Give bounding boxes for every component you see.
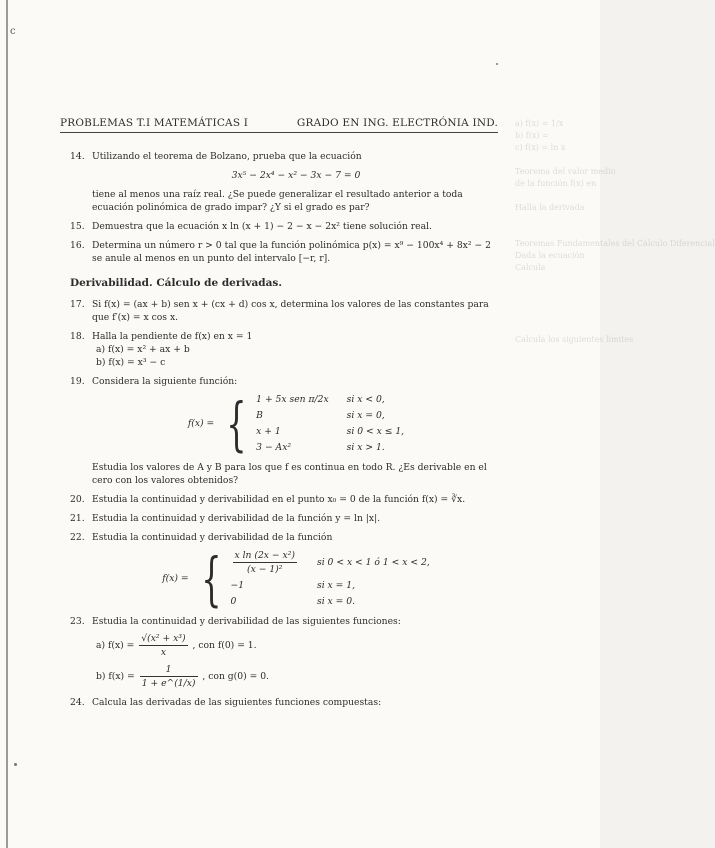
bleed-line: Teoremas Fundamentales del Cálculo Diferencial	[515, 239, 715, 248]
numerator: 1	[140, 663, 198, 677]
case-cond: si x = 1,	[316, 580, 356, 591]
case-expr	[231, 549, 299, 576]
problem-number: 18.	[70, 331, 85, 342]
problem-number: 21.	[70, 513, 85, 524]
bleed-line: Dada la ecuación	[515, 251, 585, 260]
bleed-line: b) f(x) =	[515, 131, 549, 140]
case-expr: x + 1	[256, 426, 281, 437]
bleed-line: c) f(x) = ln x	[515, 143, 566, 152]
problem-list	[70, 150, 500, 715]
problem-text: Determina un número r > 0 tal que la función polinómica p(x) = x⁹ − 100x⁴ + 8x² − 2 se anule al menos en un punto del intervalo [−r, r].	[92, 240, 491, 264]
problem-text-after: Estudia los valores de A y B para los que f es continua en todo R. ¿Es derivable en el cero con los valores obtenidos?	[92, 462, 487, 486]
subitem-b: b) f(x) = x³ − c	[96, 357, 166, 368]
problem-16	[70, 239, 500, 265]
numerator: √(x² + x³)	[141, 633, 186, 644]
case-expr: 1 + 5x sen π/2x	[256, 394, 329, 405]
scan-speck	[496, 63, 498, 65]
problem-24	[70, 696, 500, 709]
problem-20	[70, 493, 500, 506]
problem-number: 19.	[70, 376, 85, 387]
bleed-line	[515, 154, 600, 166]
bleed-line: Calcula los siguientes límites	[515, 335, 634, 344]
header-right: GRADO EN ING. ELECTRÓNIA IND.	[296, 117, 498, 129]
problem-text: Estudia la continuidad y derivabilidad de las siguientes funciones:	[92, 616, 401, 627]
problem-text: Demuestra que la ecuación x ln (x + 1) − 2 − x − 2x² tiene solución real.	[92, 221, 432, 232]
fraction	[139, 632, 187, 659]
bleed-line	[515, 358, 600, 370]
problem-number: 15.	[70, 221, 85, 232]
bleed-line	[515, 214, 600, 226]
problem-text: Halla la pendiente de f(x) en x = 1	[92, 331, 253, 342]
problem-text-after: tiene al menos una raíz real. ¿Se puede generalizar el resultado anterior a toda ecuación polinómica de grado impar? ¿Y si el grado es par?	[92, 189, 463, 213]
bleed-line	[515, 286, 600, 298]
problem-number: 23.	[70, 616, 85, 627]
case-cond: si 0 < x < 1 ó 1 < x < 2,	[316, 557, 430, 568]
problem-text: Considera la siguiente función:	[92, 376, 238, 387]
header-left: PROBLEMAS T.I MATEMÁTICAS I	[60, 117, 249, 129]
problem-15	[70, 220, 500, 233]
problem-text: Estudia la continuidad y derivabilidad en el punto x₀ = 0 de la función f(x) = ∛x.	[92, 494, 466, 505]
denominator: x	[160, 647, 167, 658]
problem-number: 20.	[70, 494, 85, 505]
bleed-line	[515, 406, 600, 418]
section-title: Derivabilidad. Cálculo de derivadas.	[70, 277, 282, 289]
bleed-line	[515, 430, 600, 442]
piecewise-function	[92, 544, 500, 613]
function-lhs: f(x) =	[187, 418, 215, 429]
bleed-line	[515, 418, 600, 430]
problem-number: 24.	[70, 697, 85, 708]
subitem-a: a) f(x) = x² + ax + b	[96, 344, 190, 355]
problem-number: 17.	[70, 299, 85, 310]
case-cond: si x < 0,	[346, 394, 385, 405]
bleed-line	[515, 346, 600, 358]
subitem-suffix: , con g(0) = 0.	[202, 671, 269, 682]
scan-edge	[6, 0, 8, 848]
problem-text: Si f(x) = (ax + b) sen x + (cx + d) cos x, determina los valores de las constantes para que f′(x) = x cos x.	[92, 299, 489, 323]
equation: 3x⁵ − 2x⁴ − x² − 3x − 7 = 0	[231, 170, 361, 181]
denominator: 1 + e^(1/x)	[141, 678, 196, 689]
numerator: x ln (2x − x²)	[234, 550, 295, 561]
bleed-line: a) f(x) = 1/x	[515, 119, 564, 128]
subitem-a	[96, 632, 500, 659]
corner-mark: c	[10, 26, 16, 37]
bleed-line	[515, 370, 600, 382]
problem-22	[70, 531, 500, 613]
cases	[256, 393, 404, 454]
bleed-line	[515, 274, 600, 286]
case-cond: si x > 1.	[346, 442, 385, 453]
subitem-suffix: , con f(0) = 1.	[192, 640, 257, 651]
case-expr: 0	[230, 596, 237, 607]
bleed-line	[515, 190, 600, 202]
header-rule	[60, 132, 498, 133]
problem-number: 14.	[70, 151, 85, 162]
problem-number: 16.	[70, 240, 85, 251]
piecewise-function	[92, 389, 500, 458]
fraction	[140, 663, 198, 690]
subitem-b	[96, 663, 500, 690]
case-expr: −1	[230, 580, 245, 591]
problem-18	[70, 330, 500, 369]
bleed-line	[515, 394, 600, 406]
bleed-line	[515, 322, 600, 334]
bleed-line: de la función f(x) en	[515, 179, 597, 188]
subitem-prefix: b) f(x) =	[96, 671, 135, 682]
problem-text: Estudia la continuidad y derivabilidad de la función	[92, 532, 333, 543]
case-cond: si x = 0.	[316, 596, 356, 607]
problem-23	[70, 615, 500, 690]
denominator: (x − 1)²	[247, 564, 283, 575]
problem-21	[70, 512, 500, 525]
subitem-prefix: a) f(x) =	[96, 640, 135, 651]
case-cond: si 0 < x ≤ 1,	[346, 426, 405, 437]
problem-text: Estudia la continuidad y derivabilidad de la función y = ln |x|.	[92, 513, 381, 524]
bleed-line: Calcula	[515, 263, 546, 272]
case-expr: B	[256, 410, 263, 421]
fraction	[233, 549, 297, 576]
case-expr: 3 − Ax²	[256, 442, 292, 453]
bleed-line	[515, 310, 600, 322]
problem-text: Calcula las derivadas de las siguientes funciones compuestas:	[92, 697, 382, 708]
bleed-line	[515, 298, 600, 310]
scan-speck	[14, 763, 17, 766]
left-brace: {	[200, 544, 222, 613]
function-lhs: f(x) =	[162, 573, 189, 584]
case-cond: si x = 0,	[346, 410, 385, 421]
bleed-line: Teorema del valor medio	[515, 167, 616, 176]
bleed-line	[515, 226, 600, 238]
problem-19	[70, 375, 500, 487]
cases	[231, 549, 430, 608]
bleed-through-text	[515, 118, 715, 558]
bleed-line	[515, 382, 600, 394]
problem-17	[70, 298, 500, 324]
problem-14	[70, 150, 500, 214]
problem-number: 22.	[70, 532, 85, 543]
problem-text: Utilizando el teorema de Bolzano, prueba que la ecuación	[92, 151, 362, 162]
bleed-line: Halla la derivada	[515, 203, 585, 212]
left-brace: {	[226, 389, 247, 458]
